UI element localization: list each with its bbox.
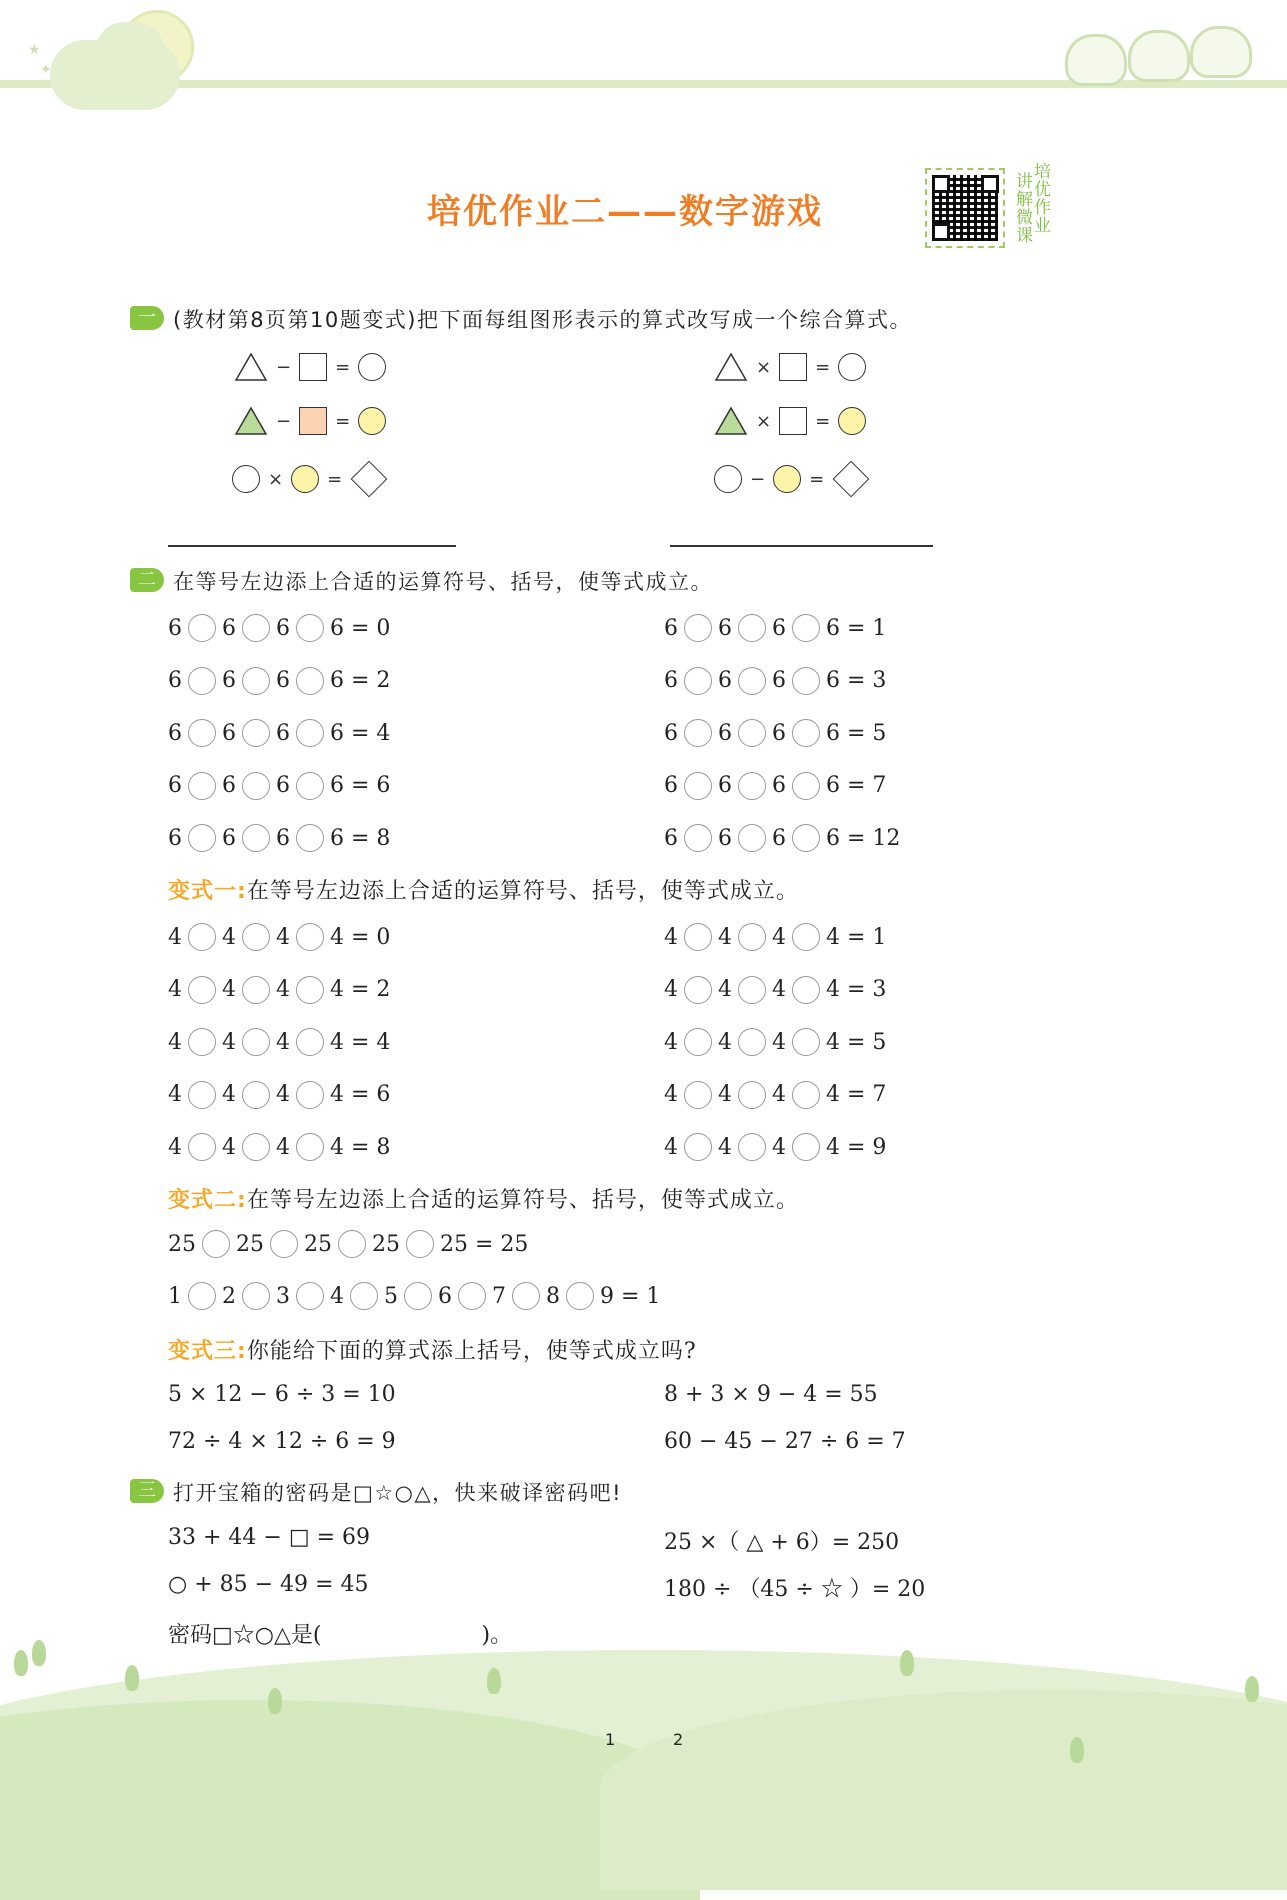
number: 4 = 8 — [330, 1134, 391, 1160]
number: 4 — [772, 1134, 786, 1160]
operator-blank[interactable] — [242, 614, 270, 642]
operator-blank[interactable] — [242, 1028, 270, 1056]
shape-equation-4 — [714, 352, 866, 382]
number: 4 — [222, 1082, 236, 1107]
circle-icon — [773, 465, 801, 493]
variant-2-tag: 变式二: — [168, 1188, 247, 1213]
number: 4 = 2 — [330, 977, 391, 1002]
operator-blank[interactable] — [202, 1230, 230, 1258]
section-badge-2: 二 — [130, 568, 164, 592]
operator-blank[interactable] — [242, 824, 270, 852]
number: 1 — [168, 1283, 182, 1309]
operator-blank[interactable] — [684, 976, 712, 1004]
variant-1-text: 在等号左边添上合适的运算符号、括号，使等式成立。 — [246, 879, 799, 904]
number: 4 — [168, 924, 182, 950]
operator-blank[interactable] — [242, 976, 270, 1004]
number: 6 — [222, 668, 236, 693]
operator-blank[interactable] — [406, 1230, 434, 1258]
operator-blank[interactable] — [338, 1230, 366, 1258]
number: 4 — [772, 1029, 786, 1055]
operator-blank[interactable] — [188, 1081, 216, 1109]
operator-blank[interactable] — [684, 824, 712, 852]
operator-blank[interactable] — [738, 772, 766, 800]
number: 4 — [330, 1283, 344, 1309]
operator-blank[interactable] — [188, 667, 216, 695]
number: 3 — [276, 1283, 290, 1309]
number: 25 = 25 — [440, 1231, 529, 1257]
number: 4 — [718, 1082, 732, 1107]
number: 6 — [438, 1283, 452, 1309]
bracket-equation-3[interactable]: 72 ÷ 4 × 12 ÷ 6 = 9 — [168, 1429, 396, 1454]
circle-icon — [714, 465, 742, 493]
operator-blank[interactable] — [458, 1282, 486, 1310]
number: 6 — [168, 668, 182, 693]
page-number-right: 2 — [673, 1730, 684, 1749]
fill-operator-equation — [168, 976, 390, 1004]
operator-blank[interactable] — [792, 923, 820, 951]
number: 6 = 12 — [826, 825, 901, 851]
number: 4 — [276, 1029, 290, 1055]
number: 6 — [718, 773, 732, 798]
operator-blank[interactable] — [188, 976, 216, 1004]
operator-blank[interactable] — [738, 1028, 766, 1056]
number: 6 — [718, 615, 732, 641]
operator-blank[interactable] — [566, 1282, 594, 1310]
circle-icon — [838, 407, 866, 435]
number: 6 = 4 — [330, 720, 391, 746]
fill-operator-equation — [168, 1028, 390, 1056]
fill-operator-equation — [664, 923, 886, 951]
operator-blank[interactable] — [188, 772, 216, 800]
star-icon: ✦ — [40, 62, 52, 78]
number: 4 — [168, 1082, 182, 1107]
circle-icon — [358, 407, 386, 435]
number: 4 — [664, 1082, 678, 1107]
section-3-instruction: 打开宝箱的密码是□☆○△，快来破译密码吧! — [173, 1481, 623, 1505]
number: 6 — [664, 825, 678, 851]
section-badge-3: 三 — [130, 1479, 164, 1503]
fill-operator-equation — [664, 1133, 886, 1161]
equals-sign: = — [809, 468, 825, 490]
number: 6 — [222, 615, 236, 641]
number: 6 — [664, 615, 678, 641]
operator-blank[interactable] — [242, 772, 270, 800]
code-equation-2: 25 ×（ △ + 6）= 250 — [664, 1530, 900, 1555]
variant-2-text: 在等号左边添上合适的运算符号、括号，使等式成立。 — [246, 1188, 799, 1213]
triangle-icon — [714, 406, 748, 436]
equals-sign: = — [327, 468, 343, 490]
operator-blank[interactable] — [242, 1133, 270, 1161]
number: 6 — [718, 825, 732, 851]
code-equation-4: 180 ÷ （45 ÷ ☆ ）= 20 — [664, 1577, 926, 1602]
number: 7 — [492, 1283, 506, 1309]
times-sign: × — [756, 356, 772, 378]
diamond-icon — [351, 461, 388, 498]
qr-finder — [981, 175, 999, 193]
shape-equation-6 — [714, 462, 870, 496]
number: 6 = 1 — [826, 615, 887, 641]
fill-operator-equation — [168, 614, 390, 642]
minus-sign: − — [276, 410, 292, 432]
fill-operator-equation — [168, 824, 390, 852]
number: 6 = 6 — [330, 773, 391, 798]
operator-blank[interactable] — [738, 667, 766, 695]
tree-icon — [487, 1668, 501, 1694]
fill-operator-equation — [664, 772, 886, 800]
triangle-icon — [234, 406, 268, 436]
number: 6 — [664, 720, 678, 746]
number: 4 = 0 — [330, 924, 391, 950]
operator-blank[interactable] — [296, 667, 324, 695]
password-suffix: )。 — [481, 1623, 513, 1648]
shape-equation-3 — [232, 462, 388, 496]
operator-blank[interactable] — [684, 614, 712, 642]
operator-blank[interactable] — [512, 1282, 540, 1310]
operator-blank[interactable] — [242, 1282, 270, 1310]
variant-1-heading — [168, 874, 799, 905]
operator-blank[interactable] — [270, 1230, 298, 1258]
number: 4 — [222, 977, 236, 1002]
variant-2-heading — [168, 1183, 799, 1214]
operator-blank[interactable] — [738, 923, 766, 951]
operator-blank[interactable] — [792, 667, 820, 695]
tree-icon — [32, 1640, 46, 1666]
operator-blank[interactable] — [684, 667, 712, 695]
operator-blank[interactable] — [738, 614, 766, 642]
number: 6 — [718, 668, 732, 693]
operator-blank[interactable] — [188, 1133, 216, 1161]
number: 9 = 1 — [600, 1283, 661, 1309]
variant-3-text: 你能给下面的算式添上括号，使等式成立吗? — [246, 1339, 697, 1364]
operator-blank[interactable] — [792, 824, 820, 852]
fill-operator-equation — [168, 772, 390, 800]
number: 4 — [664, 977, 678, 1002]
operator-blank[interactable] — [296, 923, 324, 951]
bracket-equation-4[interactable]: 60 − 45 − 27 ÷ 6 = 7 — [664, 1429, 906, 1454]
number: 4 — [168, 1134, 182, 1160]
operator-blank[interactable] — [738, 824, 766, 852]
number: 25 — [168, 1231, 196, 1257]
bracket-equation-2[interactable]: 8 + 3 × 9 − 4 = 55 — [664, 1382, 878, 1407]
operator-blank[interactable] — [188, 719, 216, 747]
section-2-instruction: 在等号左边添上合适的运算符号、括号，使等式成立。 — [173, 570, 713, 594]
number: 6 — [222, 720, 236, 746]
number: 6 — [772, 720, 786, 746]
number: 6 — [222, 825, 236, 851]
cloud-decoration-small — [95, 22, 165, 82]
operator-blank[interactable] — [684, 1028, 712, 1056]
circle-icon — [358, 353, 386, 381]
operator-blank[interactable] — [738, 1081, 766, 1109]
operator-blank[interactable] — [404, 1282, 432, 1310]
fill-operator-equation — [664, 719, 886, 747]
fill-operator-equation — [664, 824, 900, 852]
page-title: 培优作业二——数字游戏 — [427, 192, 823, 232]
number: 6 = 8 — [330, 825, 391, 851]
operator-blank[interactable] — [684, 923, 712, 951]
equals-sign: = — [815, 356, 831, 378]
operator-blank[interactable] — [296, 1133, 324, 1161]
number: 6 = 7 — [826, 773, 887, 798]
fill-operator-equation — [664, 976, 886, 1004]
number: 4 — [222, 1029, 236, 1055]
number: 4 — [276, 1134, 290, 1160]
operator-blank[interactable] — [242, 719, 270, 747]
number: 6 — [168, 825, 182, 851]
qr-caption-right: 培优作业 — [1030, 162, 1050, 234]
variant-3-tag: 变式三: — [168, 1339, 247, 1364]
number: 25 — [236, 1231, 264, 1257]
fill-operator-equation — [168, 1081, 390, 1109]
qr-finder — [932, 223, 950, 241]
number: 4 — [276, 1082, 290, 1107]
star-icon: ★ — [28, 42, 41, 58]
operator-blank[interactable] — [738, 1133, 766, 1161]
operator-blank[interactable] — [242, 923, 270, 951]
operator-blank[interactable] — [242, 1081, 270, 1109]
number: 6 — [276, 615, 290, 641]
number: 4 — [276, 977, 290, 1002]
variant-2-equation-1 — [168, 1230, 528, 1258]
operator-blank[interactable] — [792, 976, 820, 1004]
operator-blank[interactable] — [188, 923, 216, 951]
number: 4 — [168, 977, 182, 1002]
code-equation-1: 33 + 44 − □ = 69 — [168, 1525, 371, 1550]
operator-blank[interactable] — [296, 1028, 324, 1056]
tree-icon — [125, 1665, 139, 1691]
circle-icon — [291, 465, 319, 493]
number: 6 — [276, 773, 290, 798]
number: 6 — [772, 773, 786, 798]
square-icon — [299, 353, 327, 381]
number: 4 — [222, 924, 236, 950]
fill-operator-equation — [168, 923, 390, 951]
number: 6 — [664, 773, 678, 798]
shape-equation-5 — [714, 406, 866, 436]
qr-finder — [932, 175, 950, 193]
number: 6 = 2 — [330, 668, 391, 693]
number: 4 = 1 — [826, 924, 887, 950]
operator-blank[interactable] — [792, 614, 820, 642]
operator-blank[interactable] — [738, 976, 766, 1004]
number: 4 = 9 — [826, 1134, 887, 1160]
operator-blank[interactable] — [296, 976, 324, 1004]
section-1-instruction: (教材第8页第10题变式)把下面每组图形表示的算式改写成一个综合算式。 — [173, 308, 912, 332]
number: 4 — [168, 1029, 182, 1055]
tree-icon — [268, 1688, 282, 1714]
tree-icon — [14, 1650, 28, 1676]
number: 4 — [664, 1134, 678, 1160]
number: 2 — [222, 1283, 236, 1309]
number: 4 — [718, 924, 732, 950]
operator-blank[interactable] — [684, 1081, 712, 1109]
monkey-illustration — [1128, 30, 1190, 82]
square-icon — [779, 353, 807, 381]
number: 6 = 3 — [826, 668, 887, 693]
number: 4 — [664, 1029, 678, 1055]
number: 25 — [372, 1231, 400, 1257]
circle-icon — [838, 353, 866, 381]
section-badge-1: 一 — [130, 306, 164, 330]
operator-blank[interactable] — [792, 1028, 820, 1056]
number: 4 — [772, 1082, 786, 1107]
number: 25 — [304, 1231, 332, 1257]
number: 6 — [276, 825, 290, 851]
fill-operator-equation — [168, 1133, 390, 1161]
shape-equation-1 — [234, 352, 386, 382]
fill-operator-equation — [664, 1081, 886, 1109]
operator-blank[interactable] — [188, 1028, 216, 1056]
number: 4 — [222, 1134, 236, 1160]
operator-blank[interactable] — [792, 1133, 820, 1161]
number: 4 = 4 — [330, 1029, 391, 1055]
operator-blank[interactable] — [296, 614, 324, 642]
equals-sign: = — [815, 410, 831, 432]
answer-line[interactable] — [670, 545, 933, 547]
operator-blank[interactable] — [296, 1081, 324, 1109]
number: 4 — [664, 924, 678, 950]
variant-2-equation-2 — [168, 1282, 660, 1310]
equals-sign: = — [335, 356, 351, 378]
minus-sign: − — [750, 468, 766, 490]
variant-1-tag: 变式一: — [168, 879, 247, 904]
number: 5 — [384, 1283, 398, 1309]
operator-blank[interactable] — [296, 824, 324, 852]
times-sign: × — [756, 410, 772, 432]
number: 4 = 3 — [826, 977, 887, 1002]
cat-illustration — [1065, 34, 1127, 86]
tree-icon — [1245, 1676, 1259, 1702]
circle-icon — [232, 465, 260, 493]
operator-blank[interactable] — [350, 1282, 378, 1310]
number: 6 — [772, 615, 786, 641]
number: 4 — [276, 924, 290, 950]
fill-operator-equation — [664, 667, 886, 695]
number: 6 — [168, 615, 182, 641]
operator-blank[interactable] — [792, 1081, 820, 1109]
operator-blank[interactable] — [792, 772, 820, 800]
operator-blank[interactable] — [684, 1133, 712, 1161]
number: 6 = 0 — [330, 615, 391, 641]
operator-blank[interactable] — [188, 824, 216, 852]
shape-equation-2 — [234, 406, 386, 436]
number: 6 — [772, 668, 786, 693]
number: 4 — [772, 924, 786, 950]
operator-blank[interactable] — [296, 719, 324, 747]
number: 6 = 5 — [826, 720, 887, 746]
operator-blank[interactable] — [684, 772, 712, 800]
number: 4 — [718, 1134, 732, 1160]
operator-blank[interactable] — [684, 719, 712, 747]
equals-sign: = — [335, 410, 351, 432]
code-equation-3: ○ + 85 − 49 = 45 — [168, 1572, 369, 1597]
operator-blank[interactable] — [792, 719, 820, 747]
tree-icon — [900, 1650, 914, 1676]
times-sign: × — [268, 468, 284, 490]
fill-operator-equation — [664, 1028, 886, 1056]
page-number-left: 1 — [605, 1730, 616, 1749]
number: 6 — [168, 720, 182, 746]
number: 4 = 6 — [330, 1082, 391, 1107]
operator-blank[interactable] — [296, 772, 324, 800]
qr-caption-left: 讲解微课 — [1012, 172, 1032, 244]
bear-illustration — [1190, 26, 1252, 78]
triangle-icon — [234, 352, 268, 382]
number: 6 — [276, 668, 290, 693]
number: 4 = 7 — [826, 1082, 887, 1107]
password-prefix: 密码□☆○△是( — [168, 1623, 322, 1648]
square-icon — [299, 407, 327, 435]
operator-blank[interactable] — [188, 1282, 216, 1310]
number: 4 — [718, 977, 732, 1002]
tree-icon — [1070, 1737, 1084, 1763]
fill-operator-equation — [664, 614, 886, 642]
operator-blank[interactable] — [296, 1282, 324, 1310]
minus-sign: − — [276, 356, 292, 378]
operator-blank[interactable] — [188, 614, 216, 642]
answer-line[interactable] — [168, 545, 456, 547]
operator-blank[interactable] — [242, 667, 270, 695]
diamond-icon — [833, 461, 870, 498]
number: 6 — [664, 668, 678, 693]
number: 6 — [276, 720, 290, 746]
number: 4 — [718, 1029, 732, 1055]
square-icon — [779, 407, 807, 435]
bracket-equation-1[interactable]: 5 × 12 − 6 ÷ 3 = 10 — [168, 1382, 396, 1407]
number: 8 — [546, 1283, 560, 1309]
fill-operator-equation — [168, 667, 390, 695]
operator-blank[interactable] — [738, 719, 766, 747]
fill-operator-equation — [168, 719, 390, 747]
number: 4 — [772, 977, 786, 1002]
variant-3-heading — [168, 1334, 697, 1365]
number: 6 — [222, 773, 236, 798]
number: 6 — [168, 773, 182, 798]
password-answer — [168, 1618, 512, 1649]
triangle-icon — [714, 352, 748, 382]
number: 6 — [718, 720, 732, 746]
number: 6 — [772, 825, 786, 851]
number: 4 = 5 — [826, 1029, 887, 1055]
